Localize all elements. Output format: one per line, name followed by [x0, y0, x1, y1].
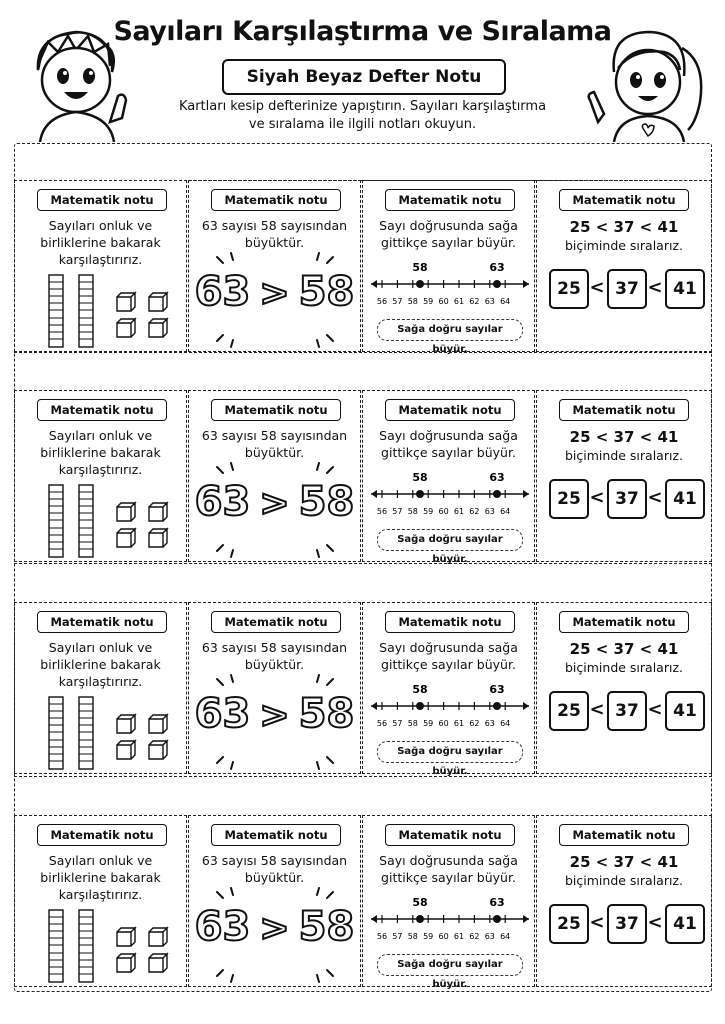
instructions [160, 98, 565, 134]
number-line [367, 894, 533, 952]
card-text-line: karşılaştırırız. [58, 462, 143, 477]
number-line-tick-label: 59 [423, 297, 434, 306]
card-text-line: biçiminde sıralarız. [565, 660, 683, 675]
worksheet-header [0, 0, 725, 145]
burst-lines-icon [203, 251, 348, 351]
order-box-37: 37 [607, 691, 647, 731]
number-line-tick-label: 60 [438, 932, 449, 941]
compare-left: 63 [194, 691, 251, 737]
number-line-tick-label: 58 [407, 297, 418, 306]
less-than-sign: < [647, 699, 663, 720]
card-text-line: 63 sayısı 58 sayısından [201, 640, 348, 655]
cut-line [14, 352, 712, 353]
card-text-line: gittikçe sayılar büyür. [381, 657, 516, 672]
cut-line [14, 563, 712, 564]
number-line-tick-label: 56 [376, 719, 388, 728]
number-line-tick-label: 63 [484, 297, 495, 306]
card-text-line: 63 sayısı 58 sayısından [201, 853, 348, 868]
number-line-tick-label: 57 [392, 719, 403, 728]
compare-sign: > [259, 908, 290, 949]
number-line-tick-label: 59 [423, 719, 434, 728]
number-line [367, 469, 533, 527]
base-ten-blocks-icon [45, 483, 170, 559]
card-compare [188, 602, 361, 774]
number-line-tick-label: 58 [407, 719, 418, 728]
card-text [367, 639, 530, 673]
number-line-tick-label: 56 [376, 507, 388, 516]
order-box-41: 41 [665, 691, 705, 731]
less-than-sign: < [589, 912, 605, 933]
order-box-41: 41 [665, 269, 705, 309]
card-compare [188, 390, 361, 562]
card-banner: Matematik notu [559, 399, 689, 421]
card-banner: Matematik notu [211, 399, 341, 421]
card-banner: Matematik notu [211, 189, 341, 211]
compare-left: 63 [194, 479, 251, 525]
burst-lines-icon [203, 886, 348, 986]
card-text [193, 217, 356, 251]
card-text-line: biçiminde sıralarız. [565, 238, 683, 253]
card-ordering [536, 390, 712, 562]
card-text [541, 427, 707, 464]
card-text [193, 639, 356, 673]
ordering-expression: 25 < 37 < 41 [569, 853, 679, 871]
card-text-line: Sayıları onluk ve [48, 218, 153, 233]
ordering-expression: 25 < 37 < 41 [569, 218, 679, 236]
number-line-note: Sağa doğru sayılar büyür. [377, 741, 523, 763]
less-than-sign: < [589, 277, 605, 298]
card-text-line: Sayı doğrusunda sağa [379, 428, 518, 443]
number-line-tick-label: 64 [500, 507, 511, 516]
number-line-tick-label: 59 [423, 507, 434, 516]
card-banner: Matematik notu [37, 399, 167, 421]
card-text-line: birliklerine bakarak [40, 870, 161, 885]
card-row [14, 602, 712, 777]
card-banner: Matematik notu [385, 611, 515, 633]
card-number-line [362, 390, 535, 565]
card-text [367, 217, 530, 251]
number-line-tick-label: 60 [438, 719, 449, 728]
card-text-line: büyüktür. [244, 657, 305, 672]
card-text-line: büyüktür. [244, 870, 305, 885]
card-text [19, 852, 182, 903]
card-text-line: biçiminde sıralarız. [565, 448, 683, 463]
order-box-25: 25 [549, 904, 589, 944]
number-line-tick-label: 64 [500, 932, 511, 941]
number-line-tick-label: 62 [469, 297, 480, 306]
card-text-line: Sayıları onluk ve [48, 428, 153, 443]
card-text [193, 852, 356, 886]
card-place-value [14, 180, 187, 352]
card-banner: Matematik notu [559, 611, 689, 633]
card-text-line: gittikçe sayılar büyür. [381, 235, 516, 250]
compare-sign: > [259, 483, 290, 524]
card-row [14, 180, 712, 355]
number-line-tick-label: 57 [392, 507, 403, 516]
card-text [19, 427, 182, 478]
order-box-41: 41 [665, 479, 705, 519]
card-text-line: Sayı doğrusunda sağa [379, 218, 518, 233]
ordering-boxes [537, 269, 711, 309]
card-text [193, 427, 356, 461]
less-than-sign: < [589, 487, 605, 508]
order-box-41: 41 [665, 904, 705, 944]
card-text-line: 63 sayısı 58 sayısından [201, 428, 348, 443]
compare-sign: > [259, 273, 290, 314]
order-box-25: 25 [549, 269, 589, 309]
card-text-line: Sayı doğrusunda sağa [379, 640, 518, 655]
card-banner: Matematik notu [211, 824, 341, 846]
instructions-line-2: ve sıralama ile ilgili notları okuyun. [248, 117, 477, 132]
card-place-value [14, 602, 187, 774]
number-line-mark-58: 58 [412, 683, 428, 696]
less-than-sign: < [647, 277, 663, 298]
order-box-25: 25 [549, 691, 589, 731]
number-line-mark-58: 58 [412, 896, 428, 909]
number-line-tick-label: 58 [407, 507, 418, 516]
card-text-line: birliklerine bakarak [40, 445, 161, 460]
number-line-mark-63: 63 [489, 261, 505, 274]
number-line-mark-58: 58 [412, 471, 428, 484]
number-line-mark-63: 63 [489, 896, 505, 909]
card-place-value [14, 815, 187, 987]
number-line [367, 259, 533, 317]
order-box-37: 37 [607, 479, 647, 519]
card-text-line: karşılaştırırız. [58, 887, 143, 902]
number-line-tick-label: 57 [392, 297, 403, 306]
card-banner: Matematik notu [559, 189, 689, 211]
number-line-tick-label: 56 [376, 297, 388, 306]
number-line-tick-label: 61 [453, 932, 465, 941]
base-ten-blocks-icon [45, 695, 170, 771]
page-title: Sayıları Karşılaştırma ve Sıralama [113, 16, 612, 47]
card-text-line: büyüktür. [244, 235, 305, 250]
cut-line [14, 776, 712, 777]
number-line-tick-label: 62 [469, 507, 480, 516]
number-line-tick-label: 64 [500, 297, 511, 306]
card-banner: Matematik notu [37, 611, 167, 633]
card-compare [188, 815, 361, 987]
burst-lines-icon [203, 673, 348, 773]
card-text-line: Sayı doğrusunda sağa [379, 853, 518, 868]
card-banner: Matematik notu [37, 189, 167, 211]
card-text-line: karşılaştırırız. [58, 674, 143, 689]
ordering-boxes [537, 479, 711, 519]
card-text [541, 217, 707, 254]
ordering-expression: 25 < 37 < 41 [569, 640, 679, 658]
ordering-boxes [537, 691, 711, 731]
number-line-tick-label: 64 [500, 719, 511, 728]
card-text-line: birliklerine bakarak [40, 657, 161, 672]
card-place-value [14, 390, 187, 562]
number-line-mark-63: 63 [489, 471, 505, 484]
card-row [14, 815, 712, 990]
base-ten-blocks-icon [45, 273, 170, 349]
number-line-note: Sağa doğru sayılar büyür. [377, 954, 523, 976]
number-line-note: Sağa doğru sayılar büyür. [377, 319, 523, 341]
number-line-tick-label: 59 [423, 932, 434, 941]
number-line-tick-label: 56 [376, 932, 388, 941]
card-compare [188, 180, 361, 352]
card-text-line: büyüktür. [244, 445, 305, 460]
card-ordering [536, 815, 712, 987]
card-row [14, 390, 712, 565]
number-line-tick-label: 63 [484, 932, 495, 941]
card-ordering [536, 180, 712, 352]
compare-left: 63 [194, 904, 251, 950]
card-text [367, 427, 530, 461]
card-banner: Matematik notu [385, 189, 515, 211]
card-text-line: gittikçe sayılar büyür. [381, 870, 516, 885]
instructions-line-1: Kartları kesip defterinize yapıştırın. Sayıları karşılaştırma [178, 99, 547, 114]
card-ordering [536, 602, 712, 774]
card-banner: Matematik notu [385, 399, 515, 421]
ordering-expression: 25 < 37 < 41 [569, 428, 679, 446]
card-number-line [362, 602, 535, 777]
card-banner: Matematik notu [211, 611, 341, 633]
cut-line [14, 180, 712, 181]
compare-right: 58 [298, 269, 355, 315]
number-line-tick-label: 57 [392, 932, 403, 941]
card-text-line: karşılaştırırız. [58, 252, 143, 267]
card-text [541, 639, 707, 676]
order-box-25: 25 [549, 479, 589, 519]
card-text-line: gittikçe sayılar büyür. [381, 445, 516, 460]
less-than-sign: < [647, 487, 663, 508]
number-line-tick-label: 61 [453, 507, 465, 516]
burst-lines-icon [203, 461, 348, 561]
card-text [541, 852, 707, 889]
card-text [19, 217, 182, 268]
card-text-line: biçiminde sıralarız. [565, 873, 683, 888]
subtitle-banner: Siyah Beyaz Defter Notu [222, 59, 506, 95]
compare-sign: > [259, 695, 290, 736]
less-than-sign: < [589, 699, 605, 720]
number-line-tick-label: 60 [438, 297, 449, 306]
card-banner: Matematik notu [385, 824, 515, 846]
card-text-line: birliklerine bakarak [40, 235, 161, 250]
number-line [367, 681, 533, 739]
number-line-mark-63: 63 [489, 683, 505, 696]
compare-right: 58 [298, 904, 355, 950]
number-line-mark-58: 58 [412, 261, 428, 274]
card-banner: Matematik notu [37, 824, 167, 846]
compare-right: 58 [298, 479, 355, 525]
number-line-tick-label: 63 [484, 507, 495, 516]
compare-right: 58 [298, 691, 355, 737]
compare-left: 63 [194, 269, 251, 315]
number-line-tick-label: 61 [453, 297, 465, 306]
card-text-line: Sayıları onluk ve [48, 853, 153, 868]
base-ten-blocks-icon [45, 908, 170, 984]
card-number-line [362, 815, 535, 990]
card-text-line: 63 sayısı 58 sayısından [201, 218, 348, 233]
number-line-tick-label: 63 [484, 719, 495, 728]
order-box-37: 37 [607, 904, 647, 944]
number-line-tick-label: 62 [469, 932, 480, 941]
less-than-sign: < [647, 912, 663, 933]
number-line-tick-label: 60 [438, 507, 449, 516]
card-text [367, 852, 530, 886]
number-line-tick-label: 58 [407, 932, 418, 941]
card-text-line: Sayıları onluk ve [48, 640, 153, 655]
card-text [19, 639, 182, 690]
card-number-line [362, 180, 535, 355]
order-box-37: 37 [607, 269, 647, 309]
number-line-tick-label: 61 [453, 719, 465, 728]
number-line-tick-label: 62 [469, 719, 480, 728]
number-line-note: Sağa doğru sayılar büyür. [377, 529, 523, 551]
card-banner: Matematik notu [559, 824, 689, 846]
ordering-boxes [537, 904, 711, 944]
